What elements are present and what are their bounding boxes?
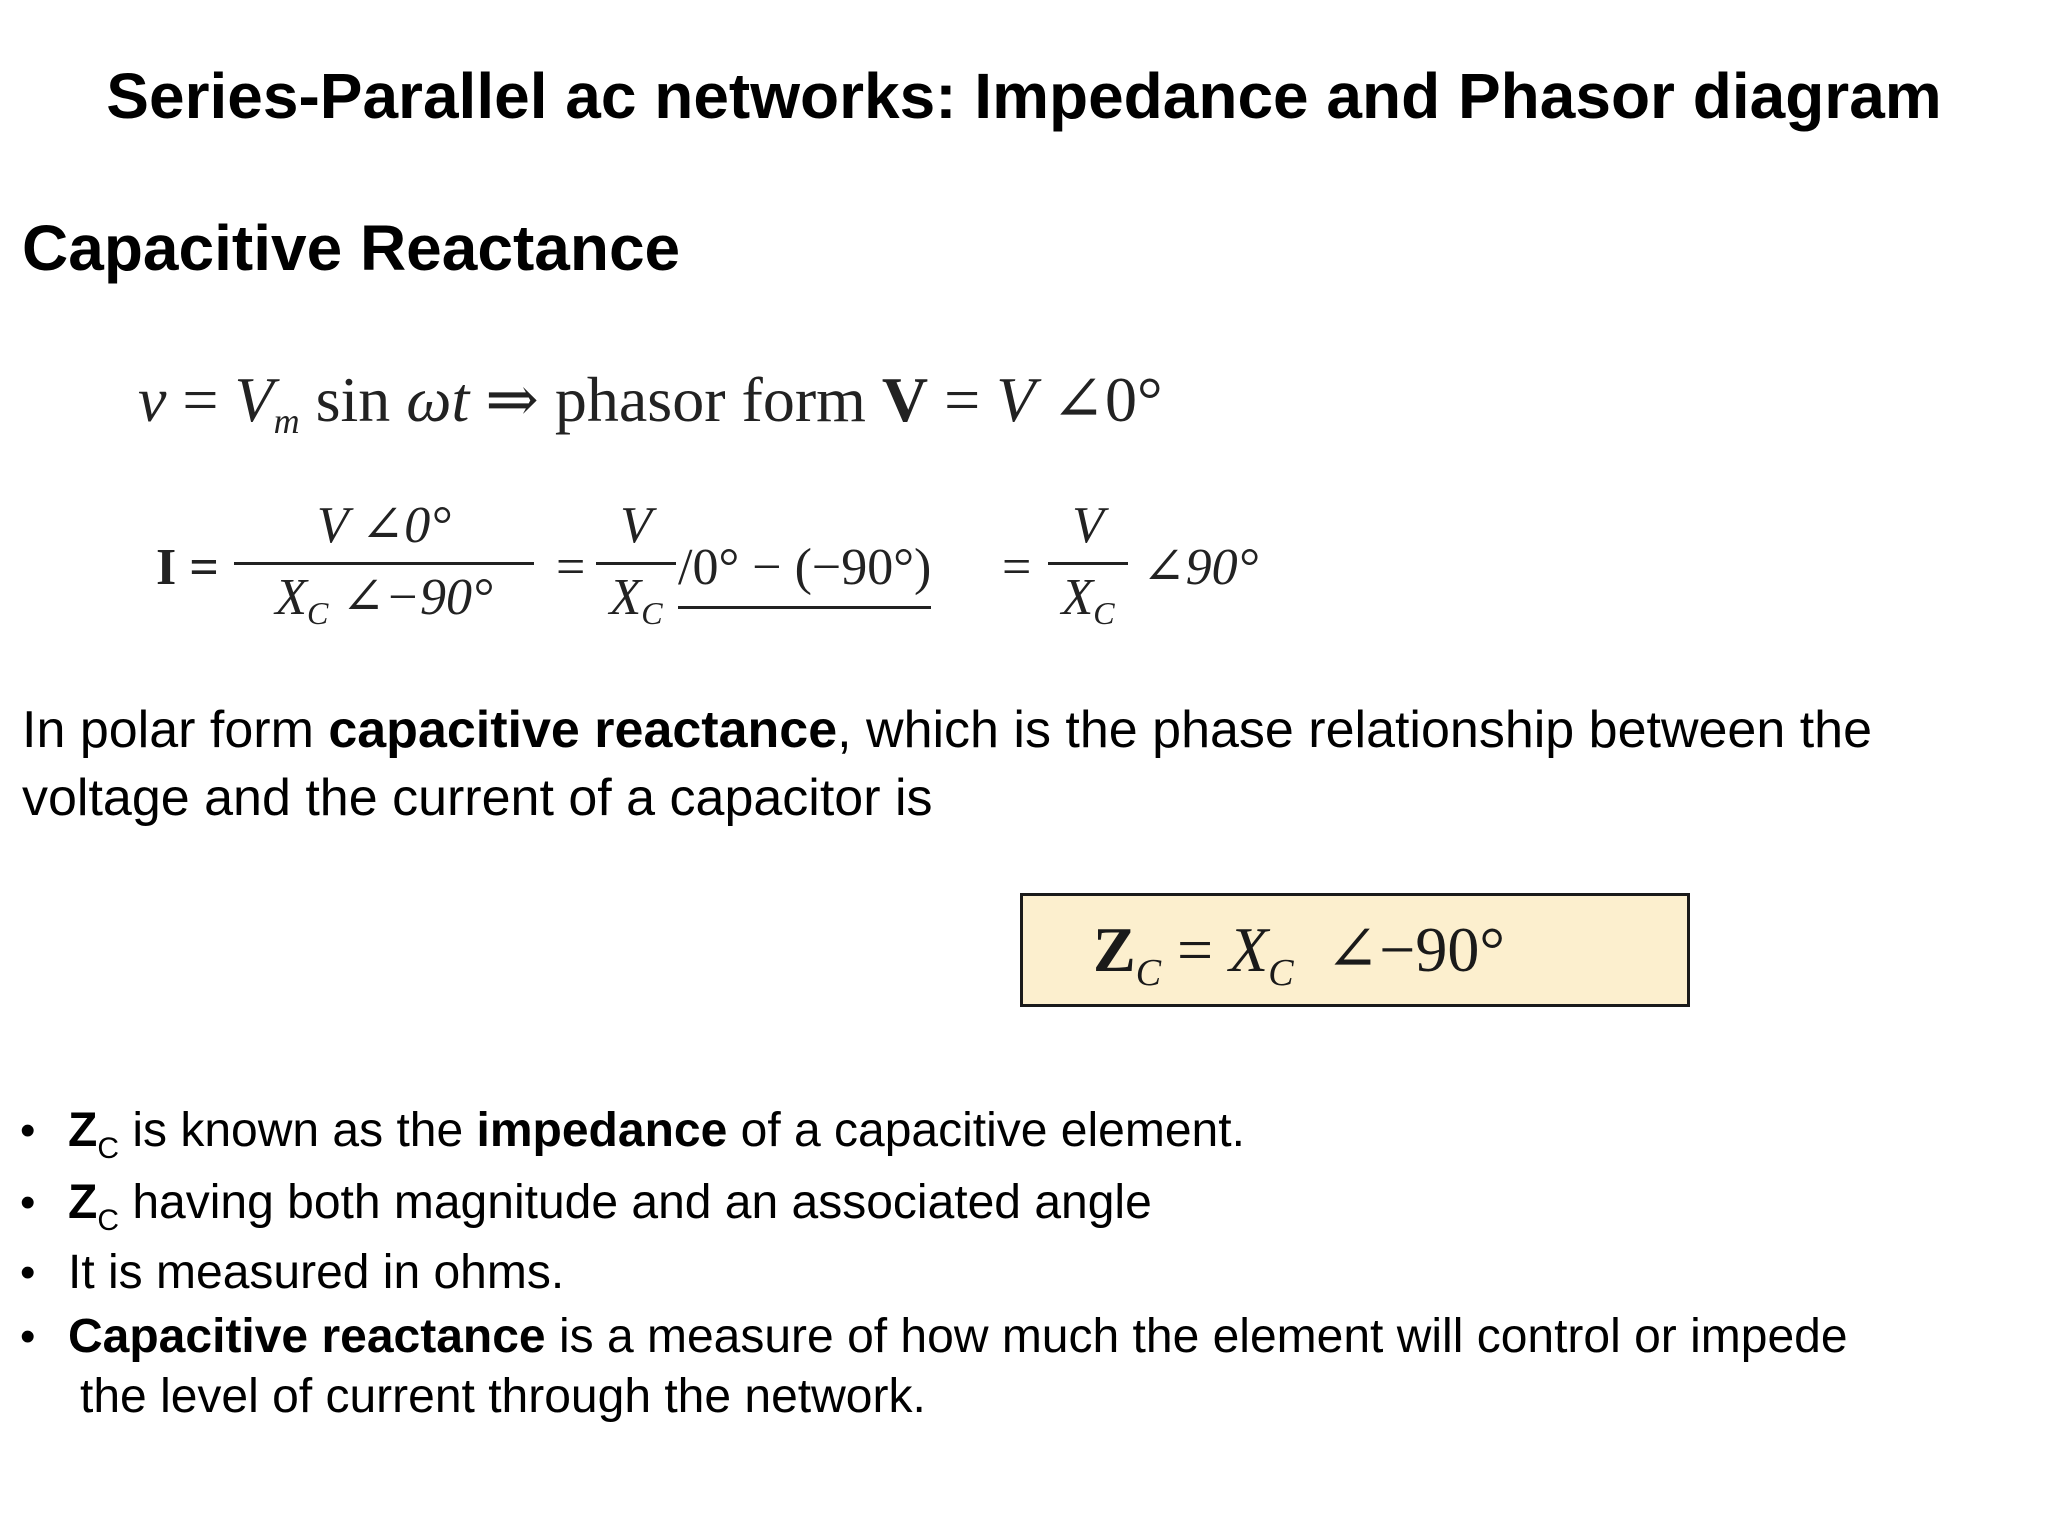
eq1-equals-2: = [928,364,997,435]
eq2-frac1-num: V ∠0° [316,497,452,554]
eq2-frac3-bar [1048,562,1128,565]
bullet-item-4-continuation: the level of current through the network. [80,1370,926,1423]
highlighted-formula-box [1020,893,1690,1007]
formula-z: Z [1093,914,1136,985]
eq1-sin: sin [299,364,407,435]
eq1-vm-sub: m [273,401,300,441]
para-text-1: In polar form [22,701,329,759]
eq1-vm: V [234,364,274,435]
formula-z-sub: C [1135,952,1162,994]
eq2-frac2-bar [596,562,676,565]
eq1-wt: ωt [406,364,470,435]
eq1-v-bold: V [881,364,929,435]
bullet-marker: • [20,1178,36,1227]
formula-x-sub: C [1268,952,1294,994]
eq1-arrow-text: ⇒ phasor form [469,364,882,435]
bullet-marker: • [20,1106,36,1155]
eq1-angle: ∠0° [1035,364,1163,435]
impedance-formula [1093,910,1505,1013]
bullet-text-4: Capacitive reactance is a measure of how much the element will control or impede [68,1310,1848,1363]
bullet-marker: • [20,1312,36,1361]
eq2-frac1-bar [234,562,534,565]
eq2-frac1-den: $X_C$ ∠−90° [275,569,493,631]
equation-current-phasor [156,496,1316,646]
eq1-v-ital: V [996,364,1036,435]
eq1-equals: = [166,364,235,435]
bullet-text-3: It is measured in ohms. [68,1246,565,1299]
para-bold-term: capacitive reactance [328,701,838,759]
eq2-equals-a: = [556,539,586,596]
formula-equals: = [1161,914,1230,985]
eq2-frac2-num: V [620,497,652,554]
bullet-marker: • [20,1248,36,1297]
bullet-text-2: $Z_C$ having both magnitude and an associated angle [68,1176,1152,1237]
eq2-lhs: I = [156,539,219,596]
para-text-2: , which is the phase relationship between the voltage and the current of a capacitor is [22,701,1872,827]
formula-x: X [1229,914,1269,985]
equation-voltage-phasor [138,360,1163,461]
eq2-angle-expression: /0° − (−90°) [678,538,931,609]
eq2-tail-angle: ∠90° [1142,539,1259,596]
eq2-frac3-num: V [1072,497,1104,554]
bullet-text-1: $Z_C$ is known as the impedance of a capacitive element. [68,1104,1245,1165]
eq1-v: v [138,364,167,435]
formula-angle: ∠−90° [1293,914,1505,985]
body-paragraph [22,696,2002,832]
slide-title: Series-Parallel ac networks: Impedance and Phasor diagram [106,60,1942,132]
eq2-frac2-den: $X_C$ [609,569,663,631]
eq2-frac3-den: $X_C$ [1061,569,1115,631]
section-heading: Capacitive Reactance [22,212,681,284]
eq2-equals-b: = [1002,539,1032,596]
